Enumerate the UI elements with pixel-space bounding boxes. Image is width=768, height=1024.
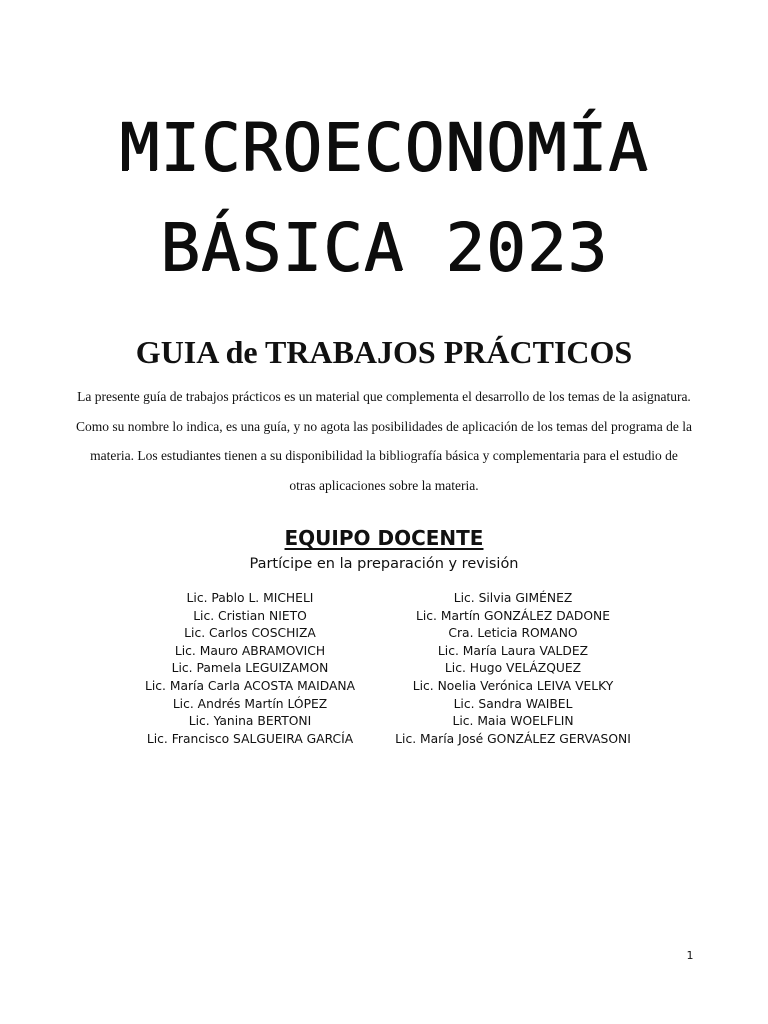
team-subheading: Partícipe en la preparación y revisión	[249, 556, 519, 572]
team-member: Lic. Pablo L. MICHELI	[186, 591, 314, 605]
team-member: Lic. María Carla ACOSTA MAIDANA	[144, 678, 355, 693]
team-member: Lic. Hugo VELÁZQUEZ	[444, 661, 582, 676]
team-member: Lic. Sandra WAIBEL	[453, 696, 573, 711]
page-number: 1	[686, 949, 694, 962]
team-list-left	[124, 590, 376, 748]
team-member: Lic. Andrés Martín LÓPEZ	[172, 696, 328, 711]
team-member: Cra. Leticia ROMANO	[448, 626, 578, 641]
team-member: Lic. Yanina BERTONI	[188, 714, 312, 729]
team-heading-text: EQUIPO DOCENTE	[284, 526, 484, 550]
document-subtitle: GUIA de TRABAJOS PRÁCTICOS	[135, 334, 633, 370]
document-title-line-2: BÁSICA 2023	[159, 209, 609, 286]
team-member: Lic. Cristian NIETO	[193, 608, 307, 623]
team-list-right	[380, 590, 646, 748]
team-member: Lic. Pamela LEGUIZAMON	[171, 661, 329, 676]
team-member: Lic. Martín GONZÁLEZ DADONE	[416, 608, 610, 623]
team-member: Lic. Mauro ABRAMOVICH	[174, 643, 326, 658]
team-member: Lic. Noelia Verónica LEIVA VELKY	[412, 678, 614, 693]
team-member: Lic. Francisco SALGUEIRA GARCÍA	[146, 731, 354, 746]
team-member: Lic. María José GONZÁLEZ GERVASONI	[395, 731, 631, 746]
document-title-line-1: MICROECONOMÍA	[119, 109, 649, 186]
team-member: Lic. Maia WOELFLIN	[452, 714, 574, 729]
intro-paragraph: La presente guía de trabajos prácticos es un material que complementa el desarrollo de los temas de la asignatura. Como su nombre lo indica, es una guía, y no agota las posibilidades de aplicación de los temas del programa de la materia. Los estudiantes tienen a su disponibilidad la bibliografía básica y complementaria para el estudio de otras aplicaciones sobre la materia.	[76, 389, 692, 493]
team-member: Lic. Silvia GIMÉNEZ	[453, 591, 573, 605]
team-member: Lic. Carlos COSCHIZA	[184, 626, 316, 641]
team-heading	[0, 522, 768, 554]
team-member: Lic. María Laura VALDEZ	[437, 643, 589, 658]
